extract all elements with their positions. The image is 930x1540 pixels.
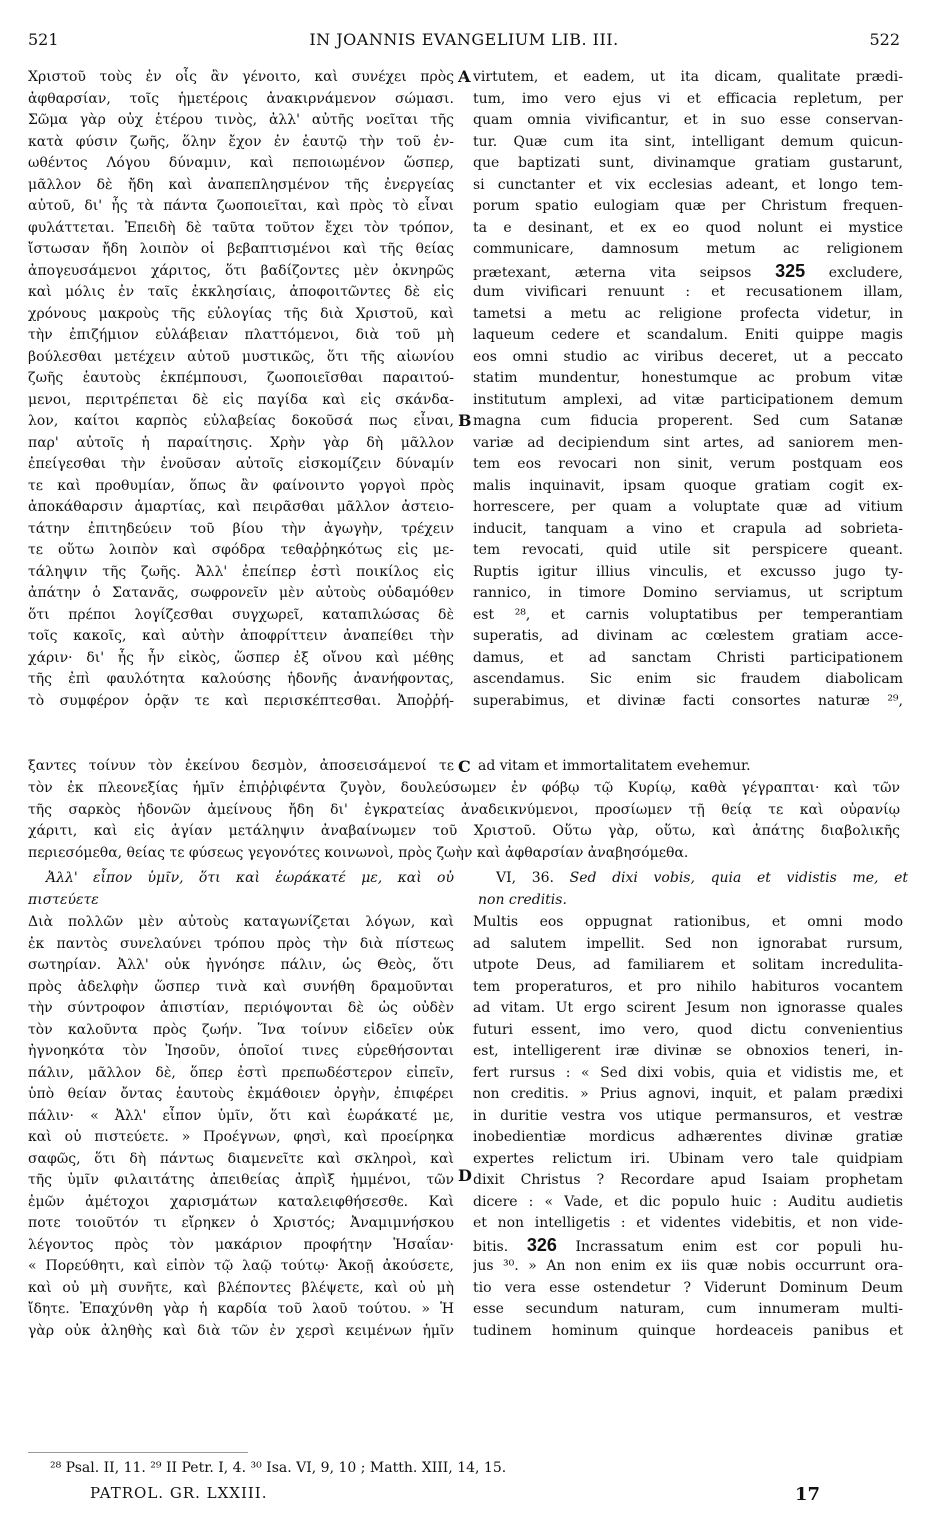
text-line: ἐπείγεσθαι τὴν ἐνοῦσαν αὐτοῖς εἰσκομίζειν δύναμίν xyxy=(28,456,454,472)
text-line: superatis, ad divinam ac cœlestem gratiam acce- xyxy=(473,628,903,644)
text-line: αὐτοῦ, δι' ἧς τὰ πάντα ζωοποιεῖται, καὶ πρὸς τὸ εἶναι xyxy=(28,198,454,214)
text-line: dum vivificari renuunt : et recusationem illam, xyxy=(473,284,903,300)
text-line: est, intelligerent iræ divinæ se obnoxios teneri, in- xyxy=(473,1043,903,1059)
page-marker-326: 326 xyxy=(526,1234,557,1255)
latin-column-2 xyxy=(473,912,903,1342)
text-line: tudinem hominum quinque hordeaceis panibus et xyxy=(473,1322,903,1339)
latin-column-1 xyxy=(473,67,903,712)
text-line: inobedientiæ mordicus adhærentes divinæ gratiæ xyxy=(473,1129,903,1145)
text-line: Σῶμα γὰρ οὐχ ἑτέρου τινὸς, ἀλλ' αὐτῆς νοεῖται τῆς xyxy=(28,112,454,128)
text-line: ἀπάτην ὁ Σατανᾶς, σωφρονεῖν μὲν αὐτοὺς οὐδαμόθεν xyxy=(28,585,454,601)
text-line: Διὰ πολλῶν μὲν αὐτοὺς καταγωνίζεται λόγων, καὶ xyxy=(28,914,454,930)
text-line: institutum amplexi, ad vitæ participationem demum xyxy=(473,391,903,408)
text-line: utpote Deus, ad familiarem et solitam incredulita- xyxy=(473,957,903,973)
text-line: tio vera esse ostendetur ? Viderunt Dominum Deum xyxy=(473,1279,903,1296)
text-line: ἀφθαρσίαν, τοῖς ἡμετέροις ἀνακιρνάμενον σώμασι. xyxy=(28,90,454,107)
right-page-number: 522 xyxy=(869,30,900,49)
text-line: rannico, in timore Domino serviamus, ut scriptum xyxy=(473,585,903,601)
text-line: porum spatio eulogiam quæ per Christum frequen- xyxy=(473,198,903,214)
text-line: que baptizati sunt, divinamque gratiam gustarunt, xyxy=(473,155,903,171)
footer-patrology: PATROL. GR. LXXIII. xyxy=(90,1484,268,1502)
margin-mark-d: D xyxy=(458,1166,472,1185)
latin-lemma: VI, 36. Sed dixi vobis, quia et vidistis me, et non creditis. xyxy=(478,870,908,908)
text-line: βούλεσθαι μετέχειν αὐτοῦ μυστικῶς, ὅτι τῆς αἰωνίου xyxy=(28,348,454,365)
text-line: κατὰ φύσιν ζωῆς, ὅλην ἔχον ἐν ἑαυτῷ τὴν τοῦ ἐν- xyxy=(28,133,454,150)
text-line: ascendamus. Sic enim sic fraudem diabolicam xyxy=(473,671,903,687)
text-line: ἐκ παντὸς συνελαύνει τρόπου πρὸς τὴν διὰ πίστεως xyxy=(28,935,454,952)
text-line: variæ ad decipiendum sint artes, ad saniorem men- xyxy=(473,434,903,451)
greek-transition-line: ξαντες τοίνυν τὸν ἐκείνου δεσμὸν, ἀποσεισάμενοί τε xyxy=(28,758,454,774)
text-line: superabimus, et divinæ facti consortes naturæ ²⁹, xyxy=(473,692,903,709)
greek-column-1 xyxy=(28,67,454,712)
text-line: inducit, tanquam a vino et crapula ad sobrieta- xyxy=(473,520,903,537)
text-line: esse secundum naturam, cum innumeram multi- xyxy=(473,1301,903,1317)
greek-column-2 xyxy=(28,912,454,1342)
text-line: τὴν σύντροφον ἀπιστίαν, περιόψονται δὲ ὡς οὐδὲν xyxy=(28,1000,454,1016)
footer-signature: 17 xyxy=(794,1484,820,1505)
text-line: tum, imo vero ejus vi et efficacia repletum, per xyxy=(473,90,903,107)
text-line: dicere : « Vade, et dic populo huic : Auditu audietis xyxy=(473,1193,903,1210)
text-line: τὸ συμφέρον ὁρᾷν τε καὶ περισκέπτεσθαι. Ἀποῤῥή- xyxy=(28,692,454,709)
text-line: futuri essent, imo vero, quod dictu convenientius xyxy=(473,1021,903,1038)
text-line: τὴν ἐπιζήμιον εὐλάβειαν πλαττόμενοι, διὰ τοῦ μὴ xyxy=(28,327,454,343)
running-header xyxy=(28,30,900,52)
greek-full-width-block: τὸν ἐκ πλεονεξίας ἡμῖν ἐπιῤῥιφέντα ζυγὸν, δουλεύσωμεν ἐν φόβῳ τῷ Κυρίῳ, καθὰ γέγραπται· καὶ τῶν τῆς σαρκὸς ἡδονῶν ἀμείνους ἤδη δι' ἐγκρατείας ἀναδεικνύμενοι, προσίωμεν τῇ θείᾳ τε καὶ οὐρανίῳ χάριτι, καὶ εἰς ἁγίαν μετάληψιν ἀναβαίνωμεν τοῦ Χριστοῦ. Οὕτω γὰρ, οὕτω, καὶ ἀπάτης διαβολικῆς περιεσόμεθα, θείας τε φύσεως γεγονότες κοινωνοὶ, πρὸς ζωὴν καὶ ἀφθαρσίαν ἀναβησόμεθα. xyxy=(28,780,900,861)
left-page-number: 521 xyxy=(28,30,59,49)
greek-lemma: Ἀλλ' εἶπον ὑμῖν, ὅτι καὶ ἑωράκατέ με, καὶ οὐ πιστεύετε xyxy=(28,870,454,908)
text-line: ὅτι πρέποι λογίζεσθαι συγχωρεῖ, καταπιλώσας δὲ xyxy=(28,606,454,623)
text-line: ἠγνοηκότα τὸν Ἰησοῦν, ὁποῖοί τινες εὑρεθήσονται xyxy=(28,1043,454,1059)
text-line: tem properaturos, et pro nihilo habituros vocantem xyxy=(473,978,903,995)
text-line: καὶ οὐ μὴ συνῆτε, καὶ βλέποντες βλέψετε, καὶ οὐ μὴ xyxy=(28,1279,454,1296)
text-line: ποτε τοιοῦτόν τι εἴρηκεν ὁ Χριστός; Ἀναμιμνήσκου xyxy=(28,1215,454,1231)
text-line: tametsi a metu ac religione profecta videtur, in xyxy=(473,305,903,322)
text-line: in duritie vestra vos utique permansuros, et vestræ xyxy=(473,1107,903,1124)
text-line: ta e desinant, et ex eo quod nolunt ei mystice xyxy=(473,219,903,236)
text-line: damus, et ad sanctam Christi participationem xyxy=(473,649,903,666)
text-line: est ²⁸, et carnis voluptatibus per temperantiam xyxy=(473,606,903,623)
text-line: ἐμῶν ἀμέτοχοι χαρισμάτων καταλειφθήσεσθε. Καὶ xyxy=(28,1193,454,1210)
text-line: laqueum cedere et scandalum. Eniti quippe magis xyxy=(473,327,903,343)
text-line: τῆς ὑμῖν φιλαιτάτης ἀπειθείας ἀπρὶξ ἡμμένοι, τῶν xyxy=(28,1172,454,1188)
text-line: ἴδητε. Ἐπαχύνθη γὰρ ἡ καρδία τοῦ λαοῦ τούτου. » Ἡ xyxy=(28,1301,454,1317)
text-line: et non intelligetis : et videntes videbitis, et non vide- xyxy=(473,1215,903,1231)
text-line: τῆς ἐπὶ φαυλότητα καλούσης ἡδονῆς ἀνανήφοντας, xyxy=(28,671,454,687)
text-line: γὰρ οὐκ ἀληθὴς καὶ διὰ τῶν ἐν χερσὶ κειμένων ἡμῖν xyxy=(28,1322,454,1339)
text-line: fert rursus : « Sed dixi vobis, quia et vidistis me, et xyxy=(473,1064,903,1081)
text-line: quam omnia vivificantur, et in suo esse conservan- xyxy=(473,112,903,128)
text-line: horrescere, per quam a voluptate quæ ad vitium xyxy=(473,499,903,515)
text-line: καὶ μόλις ἐν ταῖς ἐκκλησίαις, ἀποφοιτῶντες δὲ εἰς xyxy=(28,284,454,300)
page-marker-325: 325 xyxy=(775,260,806,281)
text-line: expertes relictum iri. Ubinam vero tale quidpiam xyxy=(473,1150,903,1167)
lemma-ref: VI, 36. xyxy=(496,870,554,886)
margin-mark-b: B xyxy=(458,411,472,430)
text-line: τάτην ἐπιτηδεύειν τοῦ βίου τὴν ἀγωγὴν, τρέχειν xyxy=(28,520,454,537)
text-line: μᾶλλον δὲ ἤδη καὶ ἀναπεπλησμένον τῆς ἐνεργείας xyxy=(28,176,454,193)
text-line: ωθέντος Λόγου δύναμιν, καὶ πεποιωμένον ὥσπερ, xyxy=(28,155,454,171)
footnote-rule xyxy=(28,1452,248,1453)
text-line: τὸν καλοῦντα πρὸς ζωήν. Ἵνα τοίνυν εἰδεῖεν οὐκ xyxy=(28,1021,454,1038)
text-line: λέγοντος πρὸς τὸν μακάριον προφήτην Ἡσαΐαν· xyxy=(28,1236,454,1253)
text-line: malis inquinavit, ipsam quoque gratiam cogit ex- xyxy=(473,477,903,494)
margin-mark-c: C xyxy=(458,757,471,776)
text-line: χάριν· δι' ἧς ἦν εἰκὸς, ὥσπερ ἐξ οἴνου καὶ μέθης xyxy=(28,649,454,666)
text-line: τοῖς κακοῖς, καὶ αὐτὴν ἀποφρίττειν ἀναπείθει τὴν xyxy=(28,628,454,644)
text-line: ad vitam. Ut ergo scirent Jesum non ignorasse quales xyxy=(473,1000,903,1016)
text-line: σαφῶς, ὅτι δὴ πάντως διαμενεῖτε καὶ σκληροὶ, καὶ xyxy=(28,1150,454,1167)
text-line: communicare, damnosum metum ac religionem xyxy=(473,241,903,257)
text-line: eos omni studio ac viribus deceret, ut a peccato xyxy=(473,348,903,365)
margin-mark-a: A xyxy=(458,67,471,86)
text-line: tur. Quæ cum ita sint, intelligant demum quicun- xyxy=(473,133,903,150)
text-line: statim mundentur, honestumque ac probum vitæ xyxy=(473,370,903,386)
text-line: λον, καίτοι καρπὸς εὐλαβείας δοκοῦσά πως εἶναι, xyxy=(28,413,454,429)
text-line: tem eos revocari non sinit, verum postquam eos xyxy=(473,456,903,472)
text-line: ἀπογευσάμενοι χάριτος, ὅτι βαδίζοντες μὲν ὀκνηρῶς xyxy=(28,262,454,279)
text-line: φυλάττεται. Ἐπειδὴ δὲ ταῦτα τοῦτον ἔχει τὸν τρόπον, xyxy=(28,219,454,236)
running-title: IN JOANNIS EVANGELIUM LIB. III. xyxy=(309,30,619,49)
text-line: dixit Christus ? Recordare apud Isaiam prophetam xyxy=(473,1172,903,1188)
text-line: tem revocati, quid utile sit perspicere queant. xyxy=(473,542,903,558)
text-line: ζωῆς ἑαυτοὺς ἐκπέμπουσι, ζωοποιεῖσθαι παραιτού- xyxy=(28,370,454,386)
text-line: ad salutem impellit. Sed non ignorabat rursum, xyxy=(473,935,903,952)
text-line: ἴστωσαν ἤδη λοιπὸν οἱ βεβαπτισμένοι καὶ τῆς θείας xyxy=(28,241,454,257)
text-line: Ruptis igitur illius vinculis, et excusso jugo ty- xyxy=(473,563,903,580)
text-line: virtutem, et eadem, ut ita dicam, qualitate prædi- xyxy=(473,69,903,85)
text-line: παρ' αὐτοῖς ἡ παραίτησις. Χρὴν γὰρ δὴ μᾶλλον xyxy=(28,434,454,451)
text-line: prætexant, æterna vita seipsos 325 excludere, xyxy=(473,260,903,281)
text-line: τάληψιν τῆς ζωῆς. Ἀλλ' ἐπείπερ ἐστὶ ποικίλος εἰς xyxy=(28,563,454,580)
text-line: « Πορεύθητι, καὶ εἰπὸν τῷ λαῷ τούτῳ· Ἀκοῇ ἀκούσετε, xyxy=(28,1258,454,1274)
text-line: μενοι, περιτρέπεται δὲ εἰς παγίδα καὶ εἰς σκάνδα- xyxy=(28,391,454,408)
text-line: χρόνους μακροὺς τῆς εὐλογίας τῆς διὰ Χριστοῦ, καὶ xyxy=(28,305,454,322)
latin-transition-line: ad vitam et immortalitatem evehemur. xyxy=(478,758,751,774)
footnotes: ²⁸ Psal. II, 11. ²⁹ II Petr. I, 4. ³⁰ Isa. VI, 9, 10 ; Matth. XIII, 14, 15. xyxy=(50,1460,507,1476)
text-line: τε οὕτω λοιπὸν καὶ σφόδρα τεθαῤῥηκότως εἰς με- xyxy=(28,542,454,558)
text-line: πρὸς ἀδελφὴν ὥσπερ τινὰ καὶ συνήθη δραμοῦνται xyxy=(28,978,454,995)
text-line: ἀποκάθαρσιν ἁμαρτίας, καὶ πειρᾶσθαι μᾶλλον ἀστειο- xyxy=(28,499,454,515)
text-line: πάλιν· « Ἀλλ' εἶπον ὑμῖν, ὅτι καὶ ἑωράκατέ με, xyxy=(28,1107,454,1124)
text-line: Multis eos oppugnat rationibus, et omni modo xyxy=(473,914,903,930)
text-line: Χριστοῦ τοὺς ἐν οἷς ἂν γένοιτο, καὶ συνέχει πρὸς xyxy=(28,69,454,85)
text-line: ὑπὸ θείαν ὄντας ἑαυτοὺς ἐκμάθοιεν ὀργὴν, ἐπιφέρει xyxy=(28,1086,454,1102)
text-line: καὶ οὐ πιστεύετε. » Προέγνων, φησὶ, καὶ προείρηκα xyxy=(28,1129,454,1145)
text-line: bitis. 326 Incrassatum enim est cor populi hu- xyxy=(473,1234,903,1255)
text-line: τε καὶ προθυμίαν, ὅπως ἂν φαίνοιντο γοργοὶ πρὸς xyxy=(28,477,454,494)
text-line: magna cum fiducia properent. Sed cum Satanæ xyxy=(473,413,903,429)
text-line: jus ³⁰. » An non enim ex iis quæ nobis occurrunt ora- xyxy=(473,1258,903,1274)
text-line: πάλιν, μᾶλλον δὲ, ὅπερ ἐστὶ πρεπωδέστερον εἰπεῖν, xyxy=(28,1064,454,1081)
text-line: σωτηρίαν. Ἀλλ' οὐκ ἠγνόησε πάλιν, ὡς Θεὸς, ὅτι xyxy=(28,957,454,973)
text-line: non creditis. » Prius agnovi, inquit, et palam prædixi xyxy=(473,1086,903,1102)
text-line: si cunctanter et vix ecclesias adeant, et longo tem- xyxy=(473,176,903,193)
